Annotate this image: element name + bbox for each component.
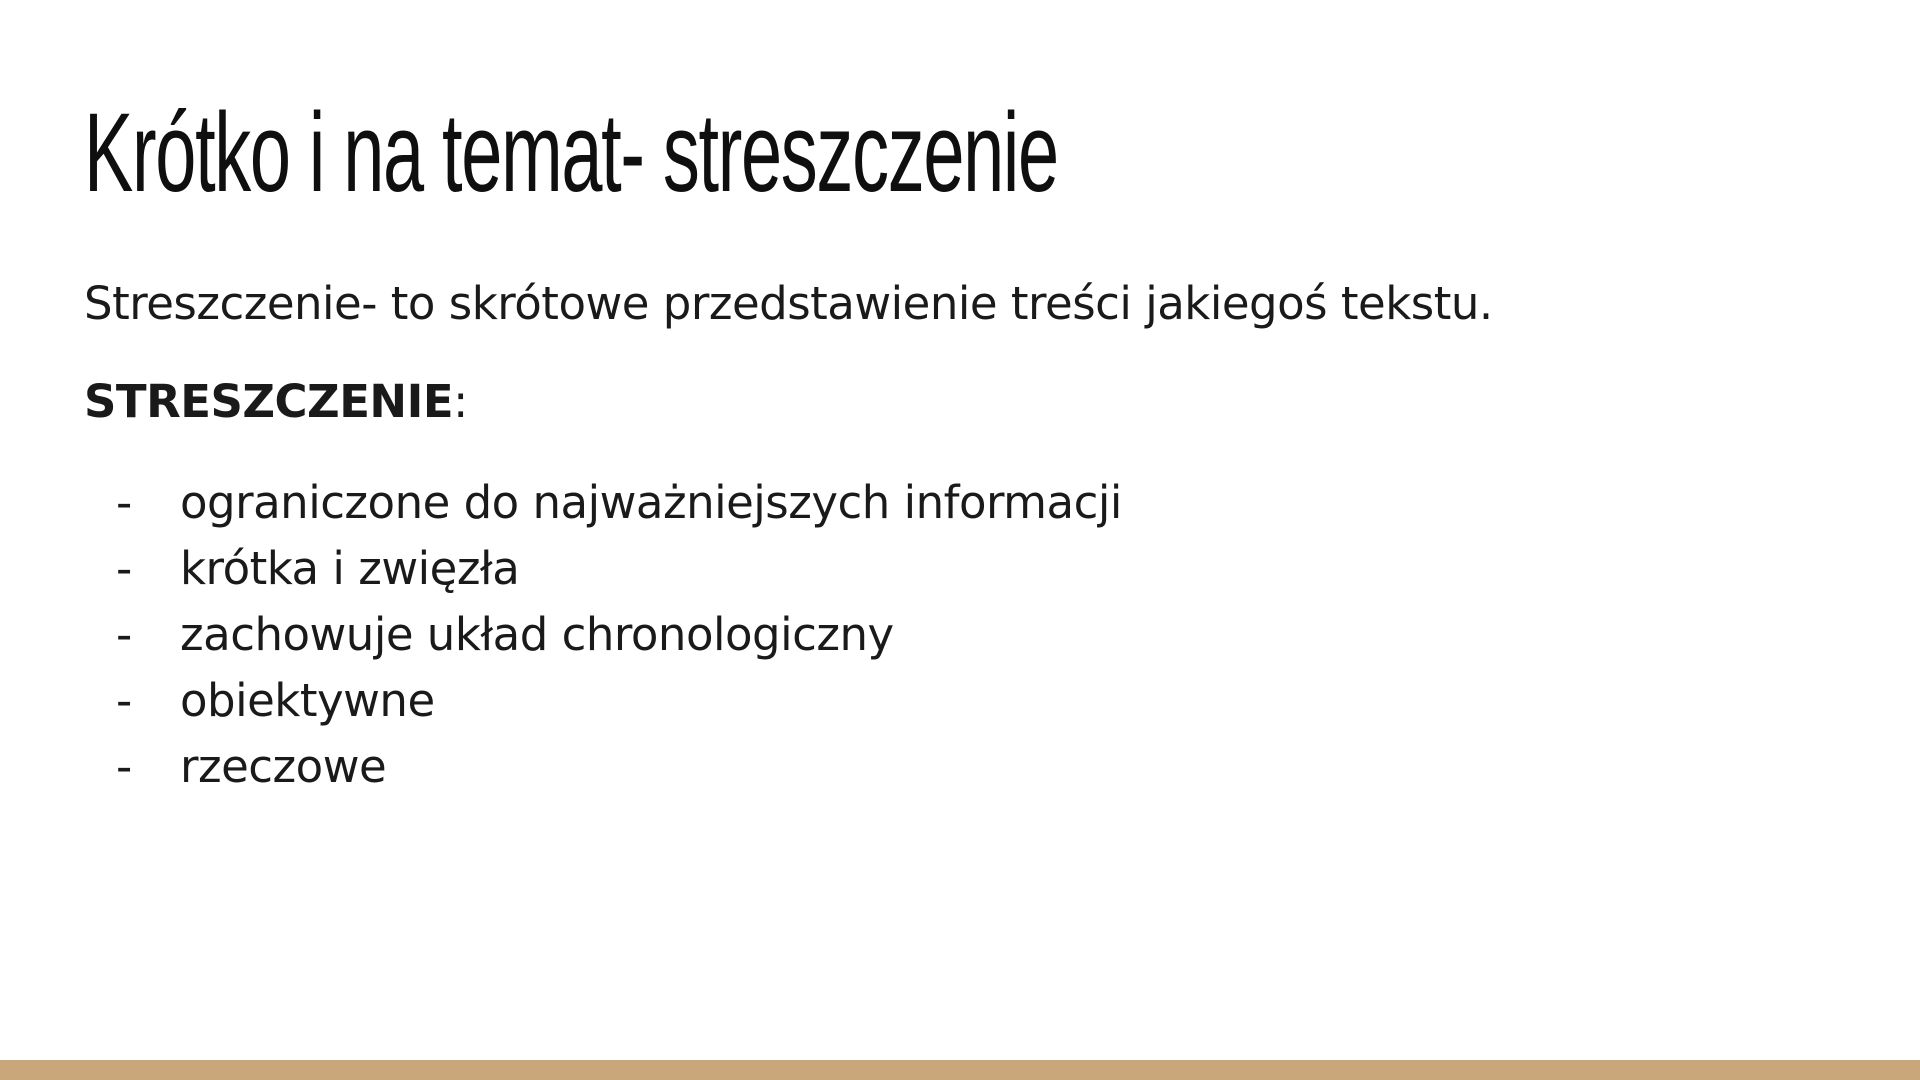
- list-item: [84, 668, 1122, 734]
- section-heading-label: STRESZCZENIE: [84, 375, 454, 428]
- definition-text: Streszczenie- to skrótowe przedstawienie treści jakiegoś tekstu.: [84, 277, 1493, 330]
- list-item: [84, 602, 1122, 668]
- dash-bullet: -: [116, 542, 132, 595]
- list-item: [84, 536, 1122, 602]
- dash-bullet: -: [116, 608, 132, 661]
- list-item: [84, 734, 1122, 800]
- bottom-accent-bar: [0, 1060, 1920, 1080]
- list-item: [84, 470, 1122, 536]
- list-item-text: obiektywne: [180, 674, 435, 727]
- dash-bullet: -: [116, 740, 132, 793]
- list-item-text: krótka i zwięzła: [180, 542, 520, 595]
- list-item-text: ograniczone do najważniejszych informacji: [180, 476, 1122, 529]
- dash-bullet: -: [116, 674, 132, 727]
- list-item-text: rzeczowe: [180, 740, 387, 793]
- section-heading: [84, 372, 468, 432]
- list-item-text: zachowuje układ chronologiczny: [180, 608, 894, 661]
- section-heading-colon: :: [453, 375, 468, 428]
- feature-list: [84, 470, 1122, 800]
- slide-title: Krótko i na temat- streszczenie: [84, 90, 1058, 215]
- dash-bullet: -: [116, 476, 132, 529]
